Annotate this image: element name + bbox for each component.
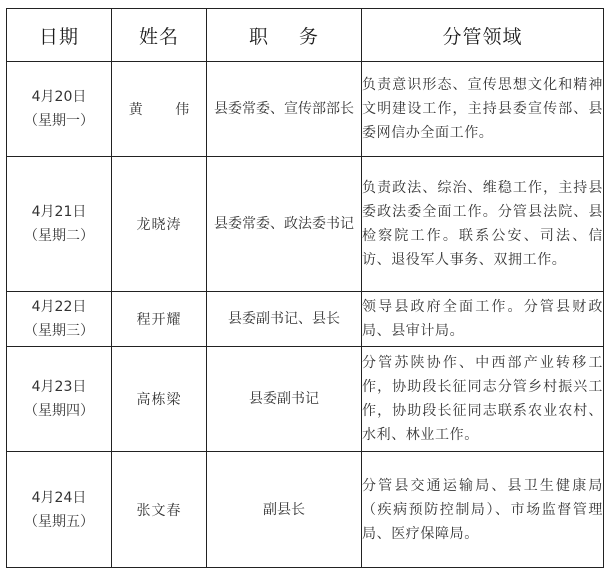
header-area: 分管领域 (362, 9, 604, 62)
table-row (7, 157, 604, 292)
area-cell: 分管苏陕协作、中西部产业转移工作，协助段长征同志分管乡村振兴工作，协助段长征同志联系农业农村、水利、林业工作。 (362, 347, 604, 452)
table-row (7, 347, 604, 452)
date-cell (7, 347, 112, 452)
date-text: 4月21日 (31, 204, 87, 220)
name-cell: 黄 伟 (112, 62, 207, 157)
weekday-text: （星期二） (24, 228, 94, 244)
date-cell (7, 157, 112, 292)
table-row (7, 292, 604, 347)
weekday-text: （星期三） (24, 323, 94, 339)
title-cell: 县委常委、政法委书记 (207, 157, 362, 292)
date-text: 4月23日 (31, 379, 87, 395)
table-row (7, 62, 604, 157)
name-cell: 龙晓涛 (112, 157, 207, 292)
name-cell: 高栋梁 (112, 347, 207, 452)
title-cell: 县委常委、宣传部部长 (207, 62, 362, 157)
area-cell: 分管县交通运输局、县卫生健康局（疾病预防控制局）、市场监督管理局、医疗保障局。 (362, 452, 604, 568)
header-name: 姓名 (112, 9, 207, 62)
weekday-text: （星期四） (24, 403, 94, 419)
date-cell (7, 452, 112, 568)
title-cell: 副县长 (207, 452, 362, 568)
date-cell (7, 62, 112, 157)
name-cell: 张文春 (112, 452, 207, 568)
duty-schedule-table (6, 8, 604, 568)
header-duty (207, 9, 362, 62)
title-cell: 县委副书记 (207, 347, 362, 452)
date-cell (7, 292, 112, 347)
header-duty-char-2: 务 (299, 25, 320, 48)
date-text: 4月22日 (31, 299, 87, 315)
weekday-text: （星期一） (24, 113, 94, 129)
header-row (7, 9, 604, 62)
name-cell: 程开耀 (112, 292, 207, 347)
area-cell: 负责政法、综治、维稳工作，主持县委政法委全面工作。分管县法院、县检察院工作。联系公安、司法、信访、退役军人事务、双拥工作。 (362, 157, 604, 292)
area-cell: 领导县政府全面工作。分管县财政局、县审计局。 (362, 292, 604, 347)
weekday-text: （星期五） (24, 513, 94, 530)
area-cell: 负责意识形态、宣传思想文化和精神文明建设工作，主持县委宣传部、县委网信办全面工作。 (362, 62, 604, 157)
header-date: 日期 (7, 9, 112, 62)
date-text: 4月20日 (31, 89, 87, 105)
title-cell: 县委副书记、县长 (207, 292, 362, 347)
date-text: 4月24日 (31, 489, 87, 506)
header-duty-char-1: 职 (248, 25, 269, 48)
table-row (7, 452, 604, 568)
